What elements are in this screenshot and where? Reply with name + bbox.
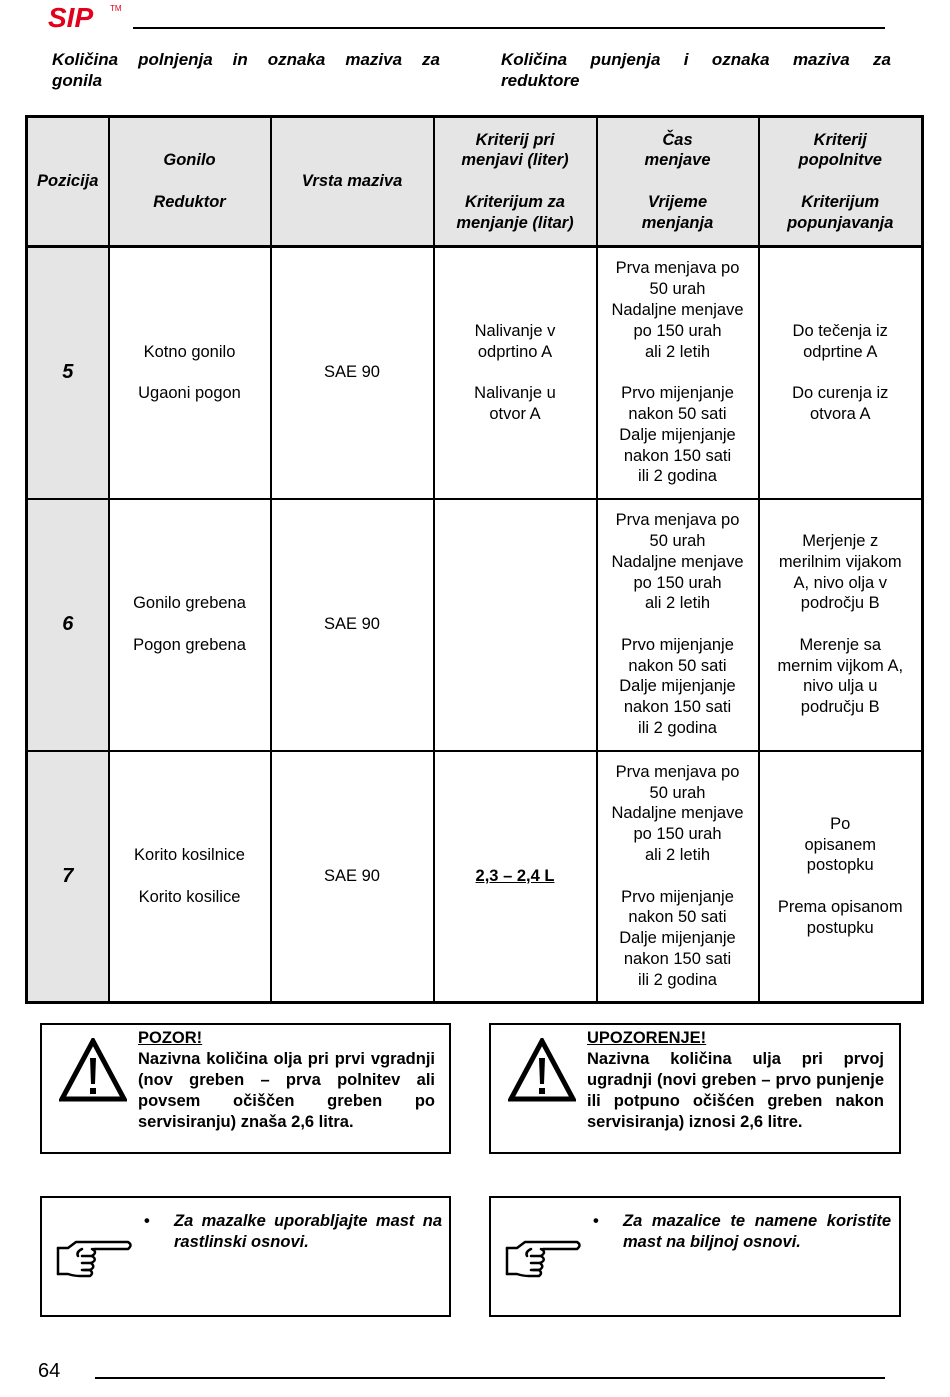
logo-text: SIP [48, 2, 94, 30]
warning-title: UPOZORENJE! [587, 1029, 707, 1047]
warning-triangle-icon [59, 1038, 127, 1102]
warning-text: Nazivna količina ulja pri prvoj ugradnji (novi greben – prvo punjenje ili potpuno očišćen greben nakon servisiranja) iznosi 2,6 litre. [587, 1050, 884, 1131]
subtitle-hr-line2: reduktore [501, 71, 580, 90]
row-change-time: Prva menjava po 50 urah Nadaljne menjave po 150 urah ali 2 letih Prvo mijenjanje nakon 50 sati Dalje mijenjanje nakon 150 sati ili 2 godina [597, 247, 759, 499]
lubricant-table [25, 115, 924, 1004]
warning-box-croatian [489, 1023, 901, 1154]
table-header-row [27, 117, 923, 247]
row-gear: Korito kosilnice Korito kosilice [109, 751, 271, 1003]
bullet: • [593, 1212, 599, 1230]
row-position: 5 [27, 247, 109, 499]
warning-triangle-icon [508, 1038, 576, 1102]
row-position: 7 [27, 751, 109, 1003]
pointing-hand-icon [54, 1236, 134, 1280]
row-lubricant: SAE 90 [271, 499, 434, 751]
header-fill-criterion: Kriterij popolnitve Kriterijum popunjavanja [759, 117, 923, 247]
row-gear: Kotno gonilo Ugaoni pogon [109, 247, 271, 499]
row-fill-criterion: Merjenje z merilnim vijakom A, nivo olja v področju B Merenje sa mernim vijkom A, nivo ulja u području B [759, 499, 923, 751]
row-lubricant: SAE 90 [271, 751, 434, 1003]
warning-text: Nazivna količina olja pri prvi vgradnji (nov greben – prva polnitev ali povsem očiščen greben po servisiranju) znaša 2,6 litra. [138, 1050, 435, 1131]
pointing-hand-icon [503, 1236, 583, 1280]
table-row [27, 499, 923, 751]
header-gear: Gonilo Reduktor [109, 117, 271, 247]
hint-box-slovenian [40, 1196, 451, 1317]
row-fill-criterion: Po opisanem postopku Prema opisanom postupku [759, 751, 923, 1003]
row-lubricant: SAE 90 [271, 247, 434, 499]
row-fill-criterion: Do tečenja iz odprtine A Do curenja iz otvora A [759, 247, 923, 499]
row-change-time: Prva menjava po 50 urah Nadaljne menjave po 150 urah ali 2 letih Prvo mijenjanje nakon 50 sati Dalje mijenjanje nakon 150 sati ili 2 godina [597, 751, 759, 1003]
warning-box-slovenian [40, 1023, 451, 1154]
table-row [27, 247, 923, 499]
header-position: Pozicija [27, 117, 109, 247]
hint-box-croatian [489, 1196, 901, 1317]
subtitle-slovenian [52, 49, 440, 91]
subtitle-sl-line1: Količina polnjenja in oznaka maziva za [52, 50, 440, 69]
header-rule [133, 27, 885, 29]
warning-title: POZOR! [138, 1029, 203, 1047]
footer-rule [95, 1377, 885, 1379]
header-change-criterion: Kriterij pri menjavi (liter) Kriterijum za menjanje (litar) [434, 117, 597, 247]
subtitle-hr-line1: Količina punjenja i oznaka maziva za [501, 50, 891, 69]
hint-text: Za mazalke uporabljajte mast na rastlinski osnovi. [174, 1212, 442, 1251]
row-gear: Gonilo grebena Pogon grebena [109, 499, 271, 751]
logo-trademark: TM [110, 4, 122, 13]
page-number: 64 [38, 1360, 61, 1382]
row-change-time: Prva menjava po 50 urah Nadaljne menjave po 150 urah ali 2 letih Prvo mijenjanje nakon 50 sati Dalje mijenjanje nakon 150 sati ili 2 godina [597, 499, 759, 751]
header-lubricant: Vrsta maziva [271, 117, 434, 247]
row-change-criterion [434, 499, 597, 751]
row-change-criterion: Nalivanje v odprtino A Nalivanje u otvor A [434, 247, 597, 499]
header-change-time: Čas menjave Vrijeme menjanja [597, 117, 759, 247]
row-position: 6 [27, 499, 109, 751]
sip-logo [48, 2, 128, 30]
row-change-criterion [434, 751, 597, 1003]
hint-text: Za mazalice te namene koristite mast na biljnoj osnovi. [623, 1212, 891, 1251]
table-row [27, 751, 923, 1003]
bullet: • [144, 1212, 150, 1230]
subtitle-sl-line2: gonila [52, 71, 103, 90]
subtitle-croatian [501, 49, 891, 91]
oil-quantity: 2,3 – 2,4 L [475, 866, 555, 885]
